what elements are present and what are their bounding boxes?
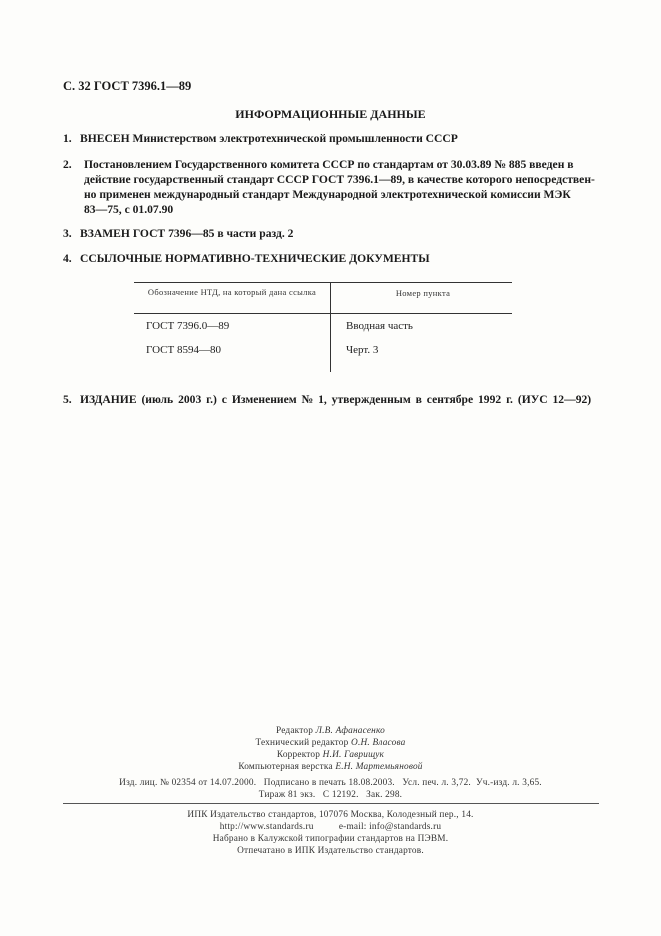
imprint-corrector: Корректор Н.И. Гаврищук (276, 750, 385, 760)
item-2 (63, 157, 80, 172)
imprint-license-line: Изд. лиц. № 02354 от 14.07.2000. Подписано в печать 18.08.2003. Усл. печ. л. 3,72. Уч.-изд. л. 3,65. (119, 778, 542, 788)
imprint-layout: Компьютерная верстка Е.Н. Мартемьяновой (238, 762, 423, 772)
table-column-divider (330, 282, 331, 372)
item-4 (63, 251, 430, 266)
item-5 (63, 392, 591, 407)
item-number: 4. (63, 252, 72, 265)
publisher-contacts: http://www.standards.ru e-mail: info@standards.ru (219, 822, 442, 832)
item-2-line-1: Постановлением Государственного комитета СССР по стандартам от 30.03.89 № 885 введен в (84, 158, 574, 171)
item-number: 3. (63, 227, 72, 240)
imprint-editor: Редактор Л.В. Афанасенко (275, 726, 386, 736)
table-header-designation: Обозначение НТД, на который дана ссылка (147, 287, 317, 297)
table-cell: ГОСТ 8594—80 (146, 344, 221, 356)
item-text: ИЗДАНИЕ (июль 2003 г.) с Изменением № 1, утвержденным в сентябре 1992 г. (ИУС 12—92) (80, 393, 592, 406)
item-number: 2. (63, 158, 72, 171)
item-text: ССЫЛОЧНЫЕ НОРМАТИВНО-ТЕХНИЧЕСКИЕ ДОКУМЕНТЫ (80, 252, 430, 265)
table-header-clause: Номер пункта (395, 288, 451, 298)
table-cell: Вводная часть (346, 320, 413, 332)
item-2-line-4: 83—75, с 01.07.90 (84, 203, 174, 216)
item-number: 1. (63, 132, 72, 145)
imprint-divider (63, 803, 599, 804)
printed-note: Отпечатано в ИПК Издательство стандартов. (237, 846, 424, 856)
table-top-rule (134, 282, 512, 283)
item-2-line-2: действие государственный стандарт СССР ГОСТ 7396.1—89, в качестве которого непосредствен- (84, 173, 595, 186)
item-2-line-3: но применен международный стандарт Международной электротехнической комиссии МЭК (84, 188, 571, 201)
table-cell: ГОСТ 7396.0—89 (146, 320, 230, 332)
imprint-tech-editor: Технический редактор О.Н. Власова (255, 738, 406, 748)
section-title: ИНФОРМАЦИОННЫЕ ДАННЫЕ (235, 107, 426, 121)
item-3 (63, 226, 293, 241)
publisher-address: ИПК Издательство стандартов, 107076 Москва, Колодезный пер., 14. (187, 810, 474, 820)
item-text: ВЗАМЕН ГОСТ 7396—85 в части разд. 2 (80, 227, 294, 240)
table-cell: Черт. 3 (346, 344, 379, 356)
imprint-print-run-line: Тираж 81 экз. С 12192. Зак. 298. (258, 790, 403, 800)
item-text: ВНЕСЕН Министерством электротехнической промышленности СССР (80, 132, 458, 145)
typeset-note: Набрано в Калужской типографии стандартов на ПЭВМ. (212, 834, 449, 844)
page-header: С. 32 ГОСТ 7396.1—89 (63, 79, 192, 93)
item-1 (63, 131, 458, 146)
table-header-rule (134, 313, 512, 314)
item-number: 5. (63, 393, 72, 406)
